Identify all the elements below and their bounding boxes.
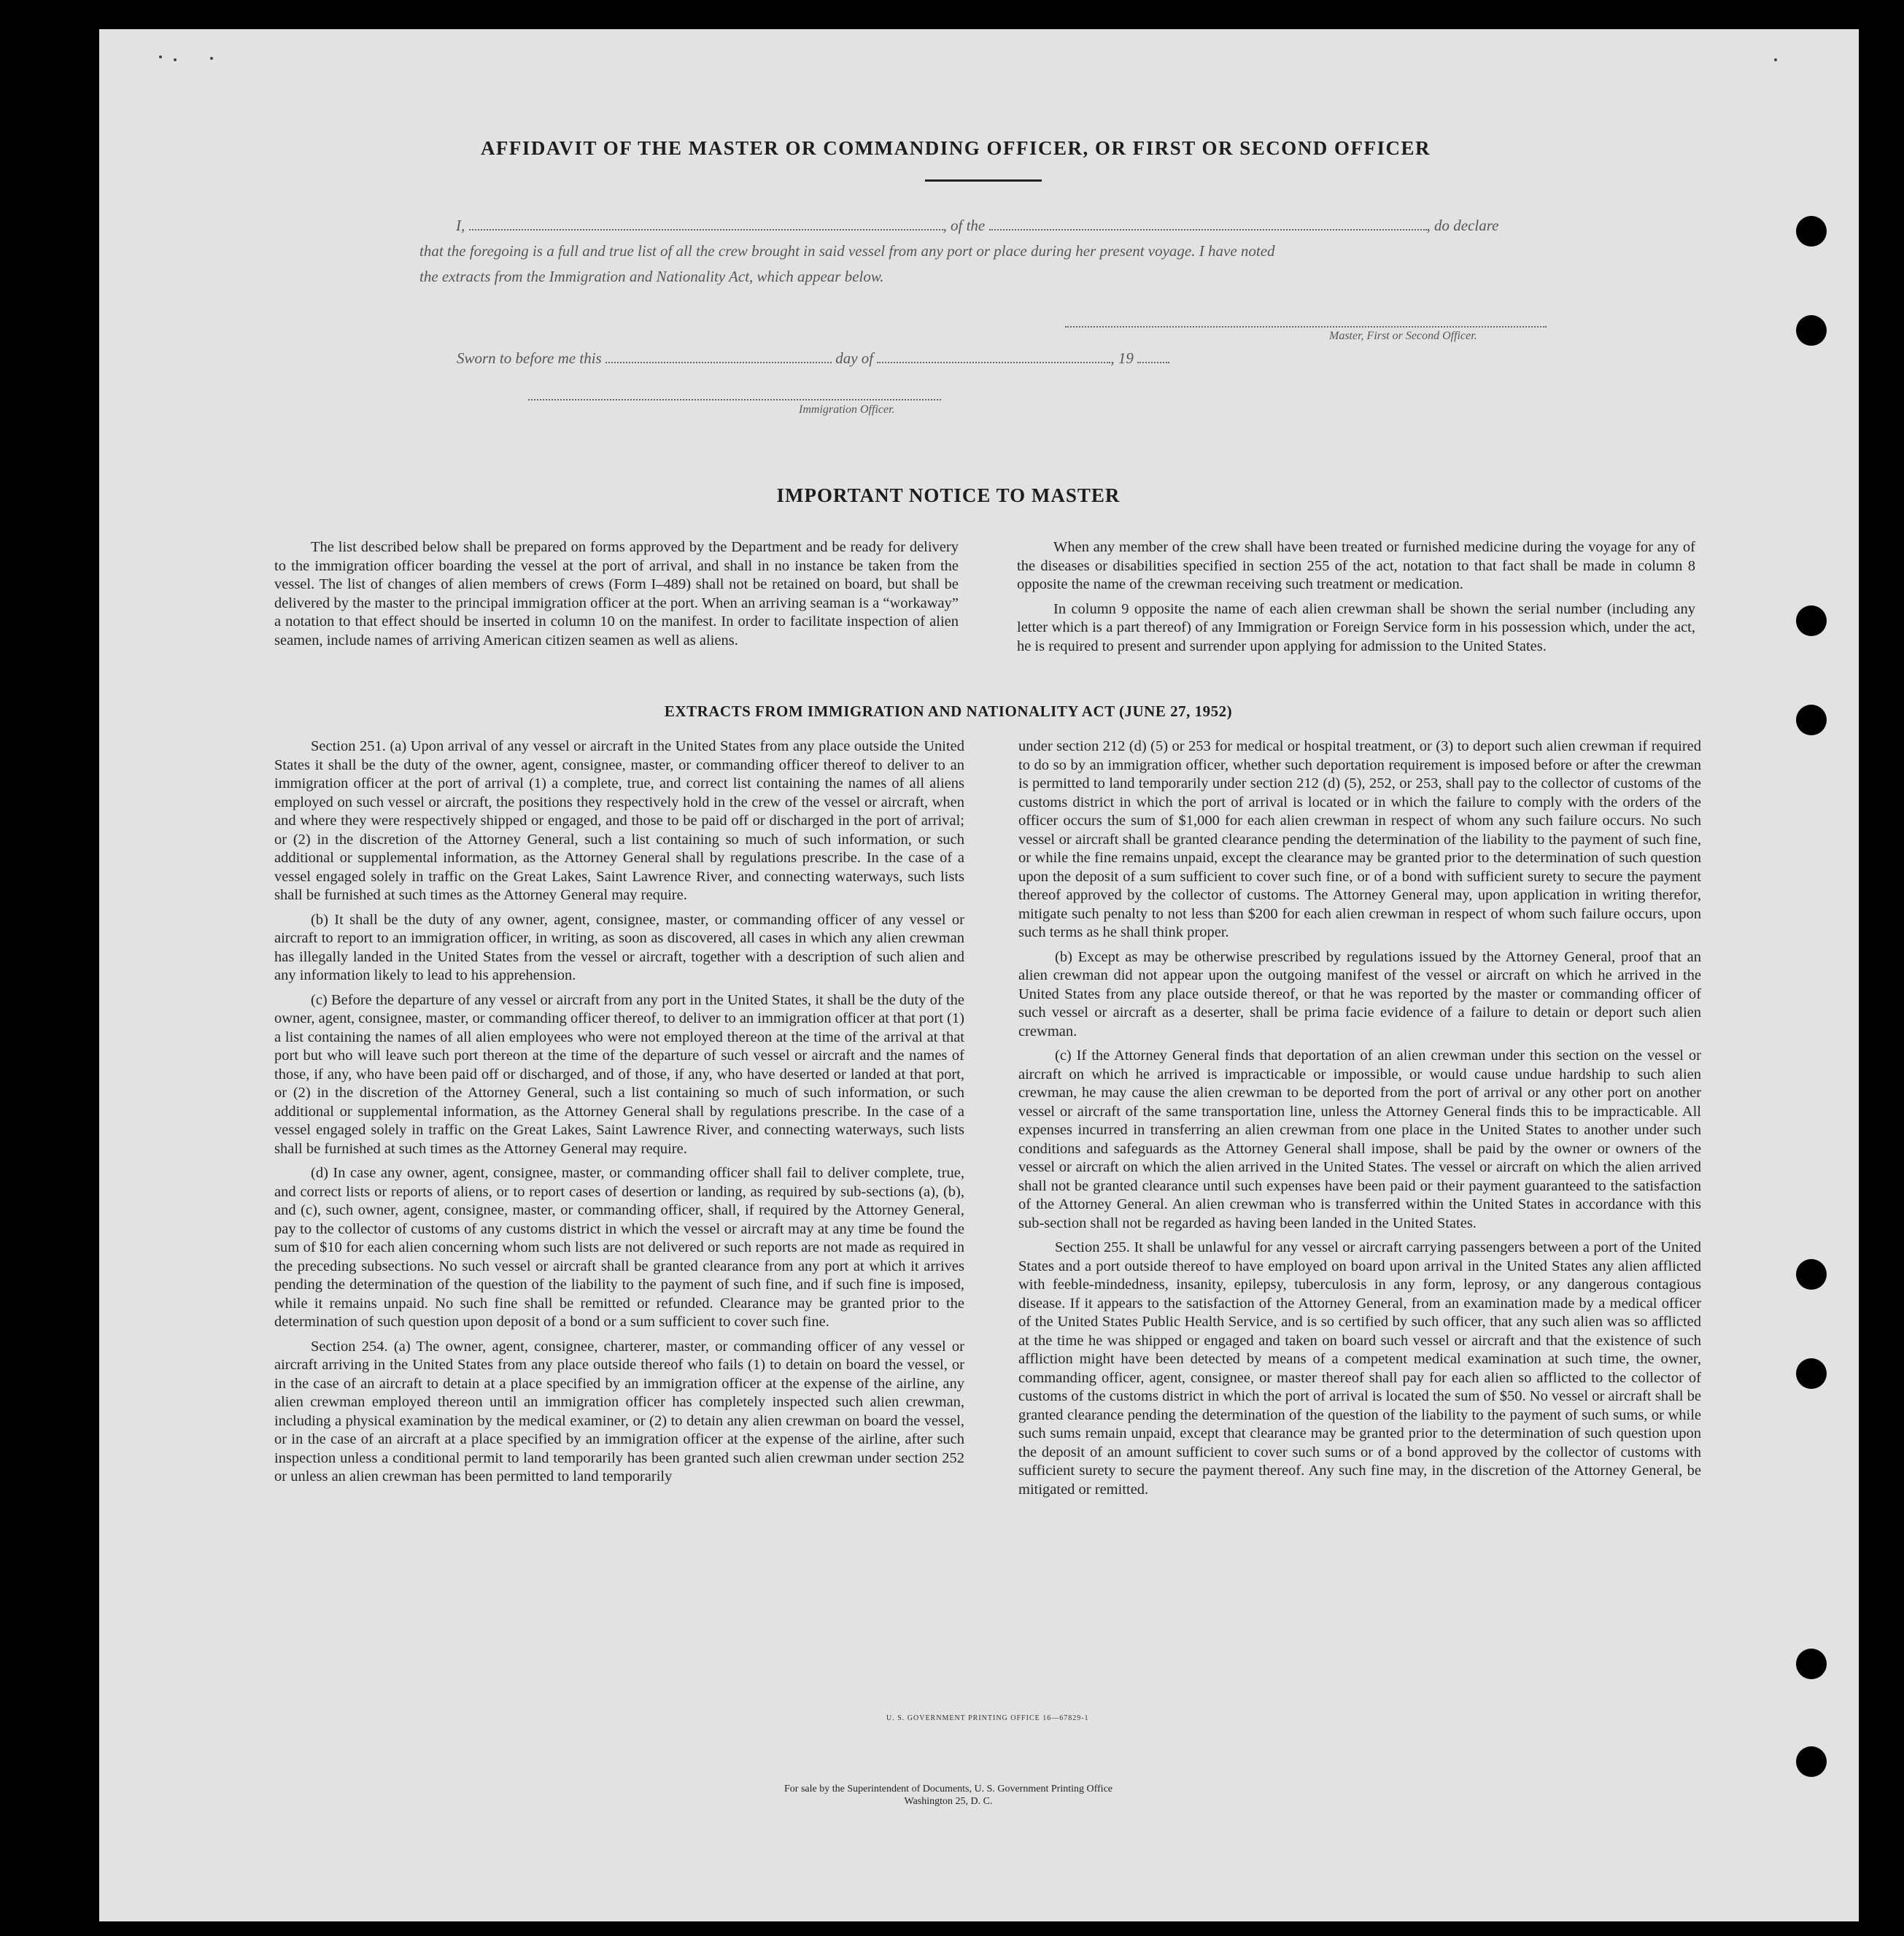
sworn-line — [457, 349, 1169, 368]
extract-paragraph: (b) It shall be the duty of any owner, agent, consignee, master, or commanding officer of any vessel or aircraft to report to an immigration officer, in writing, as soon as discovered, all cases in which any alien crewman has illegally landed in the United States from the vessel or aircraft, together with a description of such alien and any information likely to lead to his apprehension. — [274, 911, 964, 983]
notice-right-column — [1017, 538, 1695, 662]
binder-hole — [1796, 216, 1827, 247]
officer-signature-label: Immigration Officer. — [799, 403, 895, 416]
sworn-year-field[interactable] — [1137, 349, 1169, 363]
binder-hole — [1796, 605, 1827, 636]
scan-speck — [1774, 58, 1777, 61]
officer-signature-line[interactable] — [528, 399, 941, 400]
notice-paragraph: In column 9 opposite the name of each alien crewman shall be shown the serial number (including any letter which is a part thereof) of any Immigration or Foreign Service form in his possession which, under the act, he is required to present and surrender upon applying for admission to the United States. — [1017, 600, 1695, 654]
declaration — [419, 213, 1550, 290]
sworn-day-field[interactable] — [605, 349, 832, 363]
notice-heading: IMPORTANT NOTICE TO MASTER — [776, 484, 1121, 506]
sworn-day-of: day of — [835, 349, 874, 367]
binder-hole — [1796, 315, 1827, 346]
extracts-heading: EXTRACTS FROM IMMIGRATION AND NATIONALITY ACT (JUNE 27, 1952) — [664, 702, 1233, 720]
extract-paragraph: Section 255. It shall be unlawful for any vessel or aircraft carrying passengers between a port of the United States and a port outside thereof to have employed on board upon arrival in the United States any alien afflicted with feeble-mindedness, insanity, epilepsy, tuberculosis in any form, leprosy, or any dangerous contagious disease. If it appears to the satisfaction of the Attorney General, from an examination made by a medical officer of the United States Public Health Service, and is so certified by such officer, that any such alien was so afflicted at the time he was shipped or engaged and taken on board such vessel or aircraft and that the existence of such affliction might have been detected by means of a competent medical examination at such time, the owner, commanding officer, agent, consignee, or master thereof shall pay for each alien so afflicted to the collector of customs of the customs district in which the port of arrival is located the sum of $50. No vessel or aircraft shall be granted clearance pending the determination of the question of the liability to the payment of such sums, or while such sums remain unpaid, except that clearance may be granted prior to the determination of such question upon the deposit of an amount sufficient to cover such sums or of a bond approved by the collector of customs with sufficient surety to secure the payment thereof. Any such fine may, in the discretion of the Attorney General, be mitigated or remitted. — [1018, 1239, 1701, 1498]
declaration-i: I, — [456, 217, 465, 234]
extract-paragraph: Section 254. (a) The owner, agent, consignee, charterer, master, or commanding officer of any vessel or aircraft arriving in the United States from any place outside thereof who fails (1) to detain on board the vessel, or in the case of an aircraft to detain at a place specified by an immigration officer at the expense of the airline, any alien crewman employed thereon until an immigration officer has completely inspected such alien crewman, including a physical examination by the medical examiner, or (2) to detain any alien crewman on board the vessel, or in the case of an aircraft at a place specified by an immigration officer at the expense of the airline, after such inspection unless a conditional permit to land temporarily has been granted such alien crewman under section 252 or unless an alien crewman has been permitted to land temporarily — [274, 1338, 964, 1484]
extract-paragraph: Section 251. (a) Upon arrival of any vessel or aircraft in the United States from any place outside the United States it shall be the duty of the owner, agent, consignee, master, or commanding officer thereof to deliver to an immigration officer at the port of arrival (1) a complete, true, and correct list containing the names of all aliens employed on such vessel or aircraft, the positions they respectively hold in the crew of the vessel or aircraft, when and where they were respectively shipped or engaged, and those to be paid off or discharged in the port of arrival; or (2) in the discretion of the Attorney General, such a list containing so much of such information, or such additional or supplemental information, as the Attorney General shall by regulations prescribe. In the case of a vessel engaged solely in traffic on the Great Lakes, Saint Lawrence River, and connecting waterways, such lists shall be furnished at such times as the Attorney General may require. — [274, 738, 964, 903]
sworn-prefix: Sworn to before me this — [457, 349, 602, 367]
scan-speck — [174, 58, 177, 61]
master-signature-line[interactable] — [1065, 326, 1547, 328]
binder-hole — [1796, 1649, 1827, 1679]
extract-paragraph: (b) Except as may be otherwise prescribed by regulations issued by the Attorney General, proof that an alien crewman did not appear upon the outgoing manifest of the vessel or aircraft on which he arrived in the United States from any place outside thereof, or that he was reported by the master or commanding officer of such vessel or aircraft as a deserter, shall be prima facie evidence of a failure to detain or deport such alien crewman. — [1018, 948, 1701, 1039]
extract-paragraph: (c) If the Attorney General finds that deportation of an alien crewman under this section on the vessel or aircraft on which he arrived is impracticable or impossible, or would cause undue hardship to such alien crewman, he may cause the alien crewman to be deported from the port of arrival or any other port on another vessel or aircraft of the same transportation line, unless the Attorney General finds this to be impracticable. All expenses incurred in transferring an alien crewman from one place in the United States to another under such conditions and safeguards as the Attorney General shall impose, shall be paid by the owner or owners of the vessel or aircraft on which the alien arrived in the United States. The vessel or aircraft on which the alien arrived shall not be granted clearance until such expenses have been paid or their payment guaranteed to the satisfaction of the Attorney General. An alien crewman who is transferred within the United States in accordance with this sub-section shall not be regarded as having been landed in the United States. — [1018, 1048, 1701, 1231]
declaration-line-3: the extracts from the Immigration and Nationality Act, which appear below. — [419, 268, 884, 285]
scan-speck — [210, 57, 213, 60]
binder-hole — [1796, 705, 1827, 735]
title-rule — [925, 179, 1042, 182]
extract-paragraph: under section 212 (d) (5) or 253 for medical or hospital treatment, or (3) to deport such alien crewman if required to do so by an immigration officer, whether such deportation requirement is imposed before or after the crewman is permitted to land temporarily under section 212 (d) (5), 252, or 253, shall pay to the collector of customs of the customs district in which the port of arrival is located or in which the failure to comply with the orders of the officer occurs the sum of $1,000 for each alien crewman in respect of whom any such failure occurs. No such vessel or aircraft shall be granted clearance pending the determination of the liability to the payment of such fine, or while the fine remains unpaid, except the clearance may be granted prior to the determination of such question upon the deposit of a sum sufficient to cover such fine, or of a bond with sufficient surety to secure the payment thereof approved by the collector of customs. The Attorney General may, upon application in writing therefor, mitigate such penalty to not less than $200 for each alien crewman in respect of whom such failure occurs, upon such terms as he shall think proper. — [1018, 738, 1701, 940]
name-field[interactable] — [469, 216, 943, 231]
declaration-of-the: , of the — [943, 217, 986, 234]
binder-hole — [1796, 1259, 1827, 1290]
print-mark: U. S. GOVERNMENT PRINTING OFFICE 16—67829-1 — [886, 1714, 1089, 1722]
extracts-left-column — [274, 737, 964, 1492]
binder-hole — [1796, 1358, 1827, 1389]
declaration-line-1 — [419, 213, 1550, 239]
footer-line-2: Washington 25, D. C. — [904, 1796, 993, 1807]
affidavit-title: AFFIDAVIT OF THE MASTER OR COMMANDING OFFICER, OR FIRST OR SECOND OFFICER — [480, 137, 1431, 159]
binder-hole — [1796, 1746, 1827, 1777]
declaration-do-declare: , do declare — [1426, 217, 1499, 234]
notice-paragraph: The list described below shall be prepared on forms approved by the Department and be ready for delivery to the immigration officer boarding the vessel at the port of arrival, and shall in no instance be taken from the vessel. The list of changes of alien members of crews (Form I–489) shall not be retained on board, but shall be delivered by the master to the principal immigration officer at the port. When an arriving seaman is a “workaway” a notation to that effect should be inserted in column 10 on the manifest. In order to facilitate inspection of alien seamen, include names of arriving American citizen seamen as well as aliens. — [274, 539, 959, 648]
sworn-month-field[interactable] — [877, 349, 1110, 363]
sworn-year: , 19 — [1110, 349, 1134, 367]
master-signature-label: Master, First or Second Officer. — [1329, 330, 1477, 342]
notice-left-column — [274, 538, 959, 656]
vessel-field[interactable] — [989, 216, 1427, 231]
extract-paragraph: (c) Before the departure of any vessel or aircraft from any port in the United States, it shall be the duty of the owner, agent, consignee, master, or commanding officer thereof, to deliver to an immigration officer at that port (1) a list containing the names of all alien employees who were not employed thereon at the time of the arrival at that port but who will leave such port thereon at the time of the departure of such vessel or aircraft and the names of those, if any, who have been paid off or discharged, and of those, if any, who have deserted or landed at that port, or (2) in the discretion of the Attorney General, such a list containing so much of such information, or such additional or supplemental information, as the Attorney General shall by regulations prescribe. In the case of a vessel engaged solely in traffic on the Great Lakes, Saint Lawrence River, and connecting waterways, such lists shall be furnished at such times as the Attorney General may require. — [274, 991, 964, 1157]
footer — [657, 1783, 1240, 1808]
extracts-right-column — [1018, 737, 1701, 1505]
declaration-line-2: that the foregoing is a full and true list of all the crew brought in said vessel from any port or place during her present voyage. I have noted — [419, 242, 1275, 260]
extract-paragraph: (d) In case any owner, agent, consignee, master, or commanding officer shall fail to deliver complete, true, and correct lists or reports of aliens, or to report cases of desertion or landing, as required by sub-sections (a), (b), and (c), such owner, agent, consignee, master, or commanding officer, shall, if required by the Attorney General, pay to the collector of customs of any customs district in which the vessel or aircraft may at any time be found the sum of $10 for each alien concerning whom such lists are not delivered or such reports are not made as required in the preceding subsections. No such vessel or aircraft shall be granted clearance from any port at which it arrives pending the determination of the question of the liability to the payment of such fine, and if such fine is imposed, while it remains unpaid. No such fine shall be remitted or refunded. Clearance may be granted prior to the determination of such question upon deposit of a bond or a sum sufficient to cover such fine. — [274, 1165, 964, 1330]
notice-paragraph: When any member of the crew shall have been treated or furnished medicine during the voyage for any of the diseases or disabilities specified in section 255 of the act, notation to that fact shall be made in column 8 opposite the name of the crewman receiving such treatment or medication. — [1017, 539, 1695, 592]
footer-line-1: For sale by the Superintendent of Documents, U. S. Government Printing Office — [784, 1784, 1112, 1794]
scan-speck — [159, 55, 162, 58]
